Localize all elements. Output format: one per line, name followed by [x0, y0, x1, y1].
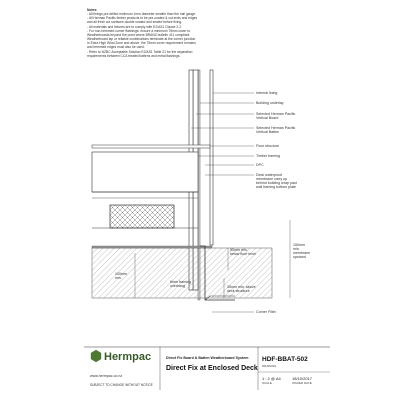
label-vertical-batten: Selected Herman Pacific Vertical Batten	[256, 126, 296, 135]
label-deck-membrane: Deck waterproof membrane carry up behind building wrap past wall framing bottom plate	[256, 173, 297, 190]
notes-title: Notes:	[87, 8, 98, 12]
note-line: - All Herman Pacific timber products to be pre-coated & cut ends and edges	[87, 16, 198, 21]
company-logo-text: Hermpac	[104, 351, 152, 363]
issued-date-label: ISSUED DATE	[292, 381, 312, 385]
label-framing-overhang: 6mm framing overhang	[170, 280, 191, 289]
label-membrane-upstand: 150mm min. membrane upstand	[293, 243, 311, 260]
note-line: In Extra High Wind Zone and above, the 75mm cover requirement remains	[87, 41, 196, 46]
label-building-underlay: Building underlay	[256, 101, 284, 105]
note-line: and all fresh cut surfaces double coated and sealed before fixing.	[87, 20, 183, 25]
scale-label: SCALE	[262, 381, 272, 385]
label-corner-fillet: Corner Fillet	[256, 310, 276, 314]
company-website: www.hermpac.co.nz	[90, 374, 123, 378]
label-floor-structure: Floor structure	[256, 144, 280, 148]
label-timber-framing: Timber framing	[256, 154, 281, 158]
note-line: - All materials and fixtures are to comply with E2/AS1 Clause 2.2.	[87, 24, 182, 29]
note-line: - All fixings pre-drilled minimum 1mm diameter smaller than the nail gauge.	[87, 12, 197, 17]
issued-date: 18/10/2017	[292, 376, 313, 381]
note-line: and hemmed edges must also be used.	[87, 45, 145, 50]
system-title: Direct Fix Board & Batten Weatherboard System	[166, 356, 249, 360]
scale-value: 1 : 2 @ A4	[262, 376, 281, 381]
drawing-title: Direct Fix at Enclosed Deck	[166, 365, 258, 372]
note-line: Weatherboard lap or reliable combinations terminate at the corner junction.	[87, 37, 197, 42]
drawing-code: HDF-BBAT-502	[262, 356, 308, 363]
note-line: - Refer to NZBC Acceptable Solution E2/AS1 Table 21 for the separation	[87, 49, 193, 54]
note-line: - For non-hemmed corner flashings: ensure a minimum 75mm cover to	[87, 28, 191, 33]
label-dpc: DPC	[256, 163, 264, 167]
label-below-floor: 50mm min. below floor level	[230, 248, 256, 257]
label-internal-lining: Internal lining	[256, 91, 278, 95]
label-height-100: 100mm min.	[115, 272, 127, 281]
subject-notice: SUBJECT TO CHANGE WITHOUT NOTICE	[90, 383, 153, 387]
label-above-deck: 35mm min. above deck structure	[227, 285, 256, 294]
drawing-label: DRAWING	[262, 364, 277, 368]
note-line: requirements between CCA treated battens and metal flashings.	[87, 53, 181, 58]
note-line: Weatherboards beyond the point where BRANZ bulletin 411 compliant	[87, 32, 190, 37]
label-vertical-board: Selected Herman Pacific Vertical Board	[256, 112, 296, 121]
hermpac-logo-icon	[91, 350, 101, 362]
